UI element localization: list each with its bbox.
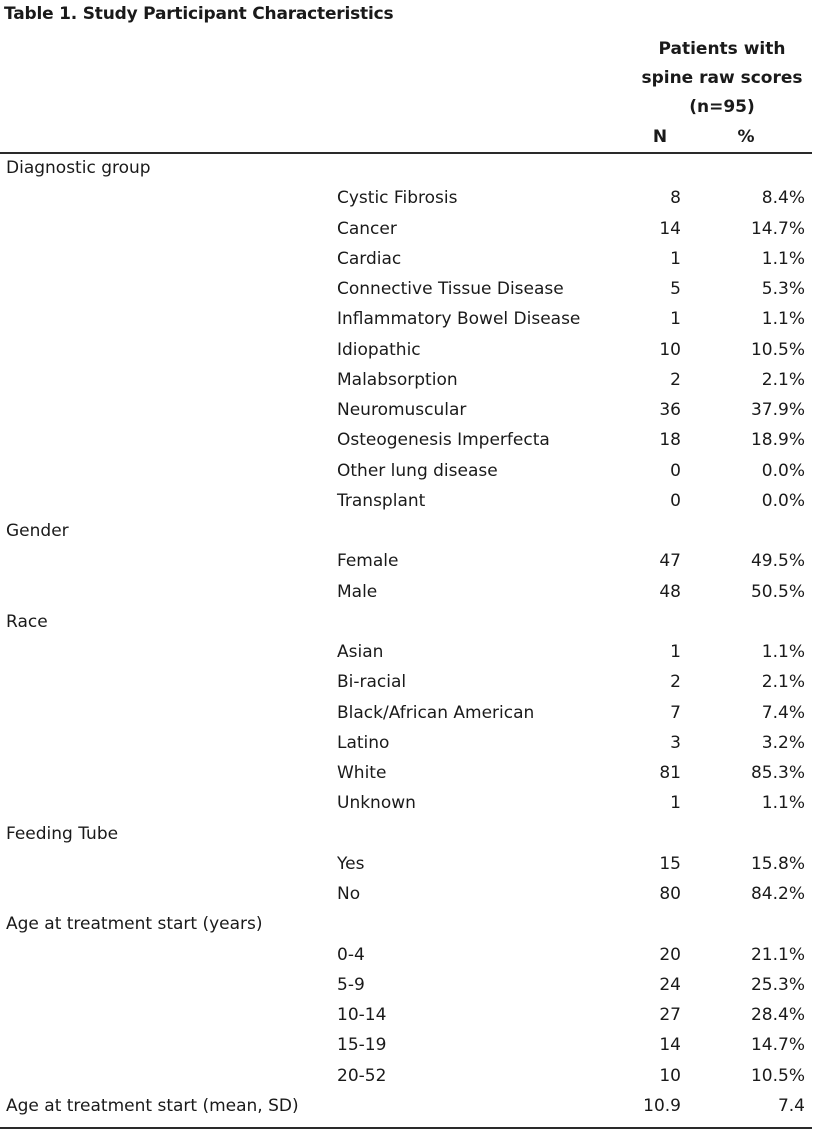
cell-n: 27 xyxy=(659,1005,681,1025)
cell-percent: 28.4% xyxy=(750,1005,805,1025)
cell-percent: 50.5% xyxy=(750,581,805,602)
row-label: Asian xyxy=(337,642,384,662)
cell-n: 48 xyxy=(659,581,681,602)
table-row xyxy=(0,395,827,425)
cell-percent: 0.0% xyxy=(761,490,805,511)
cell-percent: 8.4% xyxy=(761,188,805,209)
cell-n: 15 xyxy=(659,853,681,874)
cell-n: 1 xyxy=(670,642,681,662)
row-label: Black/African American xyxy=(337,702,535,723)
group-row xyxy=(0,607,827,637)
cell-n: 24 xyxy=(659,974,681,995)
cell-percent: 21.1% xyxy=(750,944,805,965)
row-label: No xyxy=(337,884,361,904)
table-body xyxy=(0,153,827,1121)
table-row xyxy=(0,546,827,576)
group-label: Race xyxy=(6,611,48,632)
cell-percent: 2.1% xyxy=(761,369,805,390)
row-label: Idiopathic xyxy=(337,339,421,360)
row-label: Transplant xyxy=(337,490,426,511)
row-label: Cardiac xyxy=(337,248,402,269)
cell-percent: 49.5% xyxy=(750,551,805,572)
cell-n: 1 xyxy=(670,309,681,330)
group-row xyxy=(0,153,827,183)
table-row xyxy=(0,970,827,1000)
cell-n: 10 xyxy=(659,339,681,360)
table-row xyxy=(0,940,827,970)
cell-percent: 18.9% xyxy=(750,430,805,451)
table-row xyxy=(0,365,827,395)
cell-percent: 1.1% xyxy=(761,642,805,662)
cell-percent: 15.8% xyxy=(750,853,805,874)
table-row xyxy=(0,577,827,607)
column-group-header-line: Patients with xyxy=(658,39,786,59)
group-label: Age at treatment start (years) xyxy=(6,914,263,935)
table-row xyxy=(0,304,827,334)
table-row xyxy=(0,698,827,728)
cell-n: 10.9 xyxy=(643,1095,681,1116)
table-row xyxy=(0,1000,827,1030)
table-row xyxy=(0,758,827,788)
row-label: Cystic Fibrosis xyxy=(337,188,458,209)
row-label: 10-14 xyxy=(337,1005,387,1025)
bottom-rule xyxy=(0,1127,812,1129)
cell-percent: 2.1% xyxy=(761,672,805,693)
table-row xyxy=(0,335,827,365)
row-label: Bi-racial xyxy=(337,672,407,693)
cell-percent: 1.1% xyxy=(761,793,805,814)
cell-n: 0 xyxy=(670,460,681,481)
cell-n: 10 xyxy=(659,1065,681,1086)
group-label: Gender xyxy=(6,521,69,541)
group-row xyxy=(0,819,827,849)
column-group-header xyxy=(636,35,808,122)
cell-n: 20 xyxy=(659,944,681,965)
row-label: Neuromuscular xyxy=(337,400,467,420)
cell-n: 81 xyxy=(659,763,681,783)
table-row xyxy=(0,788,827,818)
table-row xyxy=(0,486,827,516)
cell-n: 2 xyxy=(670,672,681,693)
cell-percent: 7.4% xyxy=(761,702,805,723)
row-label: 0-4 xyxy=(337,944,365,965)
cell-percent: 7.4 xyxy=(777,1095,805,1116)
column-header-percent: % xyxy=(737,127,755,147)
cell-n: 3 xyxy=(670,732,681,753)
row-label: Cancer xyxy=(337,218,397,239)
cell-percent: 10.5% xyxy=(750,1065,805,1086)
cell-percent: 10.5% xyxy=(750,339,805,360)
table-row xyxy=(0,667,827,697)
group-row xyxy=(0,516,827,546)
cell-n: 0 xyxy=(670,490,681,511)
cell-percent: 0.0% xyxy=(761,460,805,481)
table-row xyxy=(0,1030,827,1060)
column-header-n: N xyxy=(652,127,668,147)
group-label: Age at treatment start (mean, SD) xyxy=(6,1095,299,1116)
row-label: 20-52 xyxy=(337,1065,387,1086)
group-label: Feeding Tube xyxy=(6,823,119,844)
row-label: Latino xyxy=(337,732,390,753)
cell-n: 2 xyxy=(670,369,681,390)
table-row xyxy=(0,274,827,304)
cell-percent: 14.7% xyxy=(750,1035,805,1056)
cell-n: 36 xyxy=(659,400,681,420)
cell-percent: 1.1% xyxy=(761,248,805,269)
cell-n: 1 xyxy=(670,793,681,814)
column-group-header-line: spine raw scores xyxy=(641,68,803,88)
row-label: 5-9 xyxy=(337,974,365,995)
cell-percent: 25.3% xyxy=(750,974,805,995)
table-row xyxy=(0,456,827,486)
cell-n: 80 xyxy=(659,884,681,904)
cell-percent: 85.3% xyxy=(750,763,805,783)
row-label: Malabsorption xyxy=(337,369,458,390)
cell-percent: 84.2% xyxy=(750,884,805,904)
table-title: Table 1. Study Participant Characteristics xyxy=(4,4,394,24)
table-row xyxy=(0,637,827,667)
column-group-header-line: (n=95) xyxy=(689,97,755,117)
table-row xyxy=(0,425,827,455)
group-label: Diagnostic group xyxy=(6,158,151,178)
table-row xyxy=(0,183,827,213)
cell-percent: 3.2% xyxy=(761,732,805,753)
table-row xyxy=(0,728,827,758)
cell-n: 5 xyxy=(670,279,681,299)
cell-percent: 14.7% xyxy=(750,218,805,239)
table-row xyxy=(0,879,827,909)
cell-n: 18 xyxy=(659,430,681,451)
cell-n: 47 xyxy=(659,551,681,572)
table-row xyxy=(0,244,827,274)
group-row xyxy=(0,1091,827,1121)
cell-n: 14 xyxy=(659,218,681,239)
row-label: 15-19 xyxy=(337,1035,387,1056)
row-label: Male xyxy=(337,581,378,602)
row-label: Inflammatory Bowel Disease xyxy=(337,309,581,330)
table-row xyxy=(0,849,827,879)
cell-percent: 1.1% xyxy=(761,309,805,330)
table-row xyxy=(0,1061,827,1091)
cell-n: 14 xyxy=(659,1035,681,1056)
row-label: Other lung disease xyxy=(337,460,498,481)
row-label: White xyxy=(337,763,387,783)
row-label: Female xyxy=(337,551,399,572)
group-row xyxy=(0,909,827,939)
row-label: Unknown xyxy=(337,793,416,814)
table-row xyxy=(0,214,827,244)
cell-n: 7 xyxy=(670,702,681,723)
row-label: Osteogenesis Imperfecta xyxy=(337,430,550,451)
cell-n: 8 xyxy=(670,188,681,209)
cell-percent: 5.3% xyxy=(761,279,805,299)
row-label: Connective Tissue Disease xyxy=(337,279,564,299)
cell-percent: 37.9% xyxy=(750,400,805,420)
row-label: Yes xyxy=(337,853,365,874)
cell-n: 1 xyxy=(670,248,681,269)
